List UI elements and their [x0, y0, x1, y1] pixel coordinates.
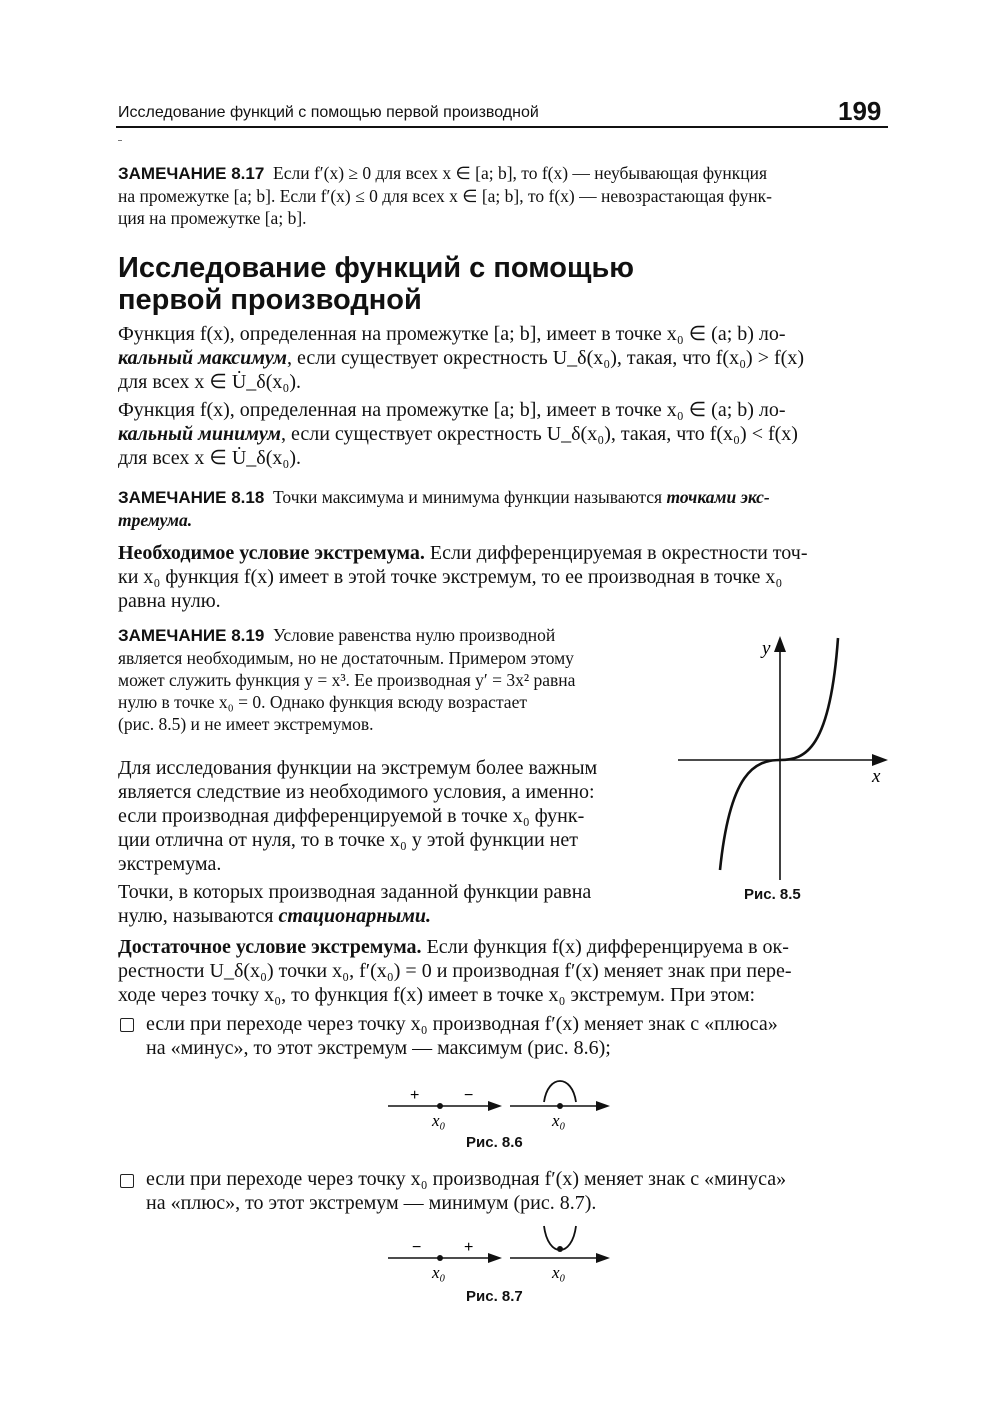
paragraph-line: , если существует окрестность U_δ(x₀), такая, что f(x₀) > f(x)	[287, 347, 804, 369]
point-label: x₀	[552, 1111, 566, 1130]
section-title-line: первой производной	[118, 284, 422, 316]
paragraph-line: является следствие из необходимого условия, а именно:	[118, 781, 595, 803]
note-label: ЗАМЕЧАНИЕ 8.18	[118, 488, 265, 507]
header-mark	[118, 140, 122, 141]
function-line-arrow	[596, 1101, 610, 1111]
paragraph-line: ки x₀ функция f(x) имеет в этой точке экстремум, то ее производная в точке x₀	[118, 566, 783, 588]
paragraph-necessary-condition	[118, 541, 908, 613]
bullet-minimum	[146, 1167, 906, 1215]
paragraph-line: Для исследования функции на экстремум более важным	[118, 757, 598, 779]
running-header-title: Исследование функций с помощью первой производной	[118, 104, 539, 121]
header-rule	[116, 126, 888, 128]
section-title-line: Исследование функций с помощью	[118, 252, 635, 284]
necessary-condition-label: Необходимое условие экстремума.	[118, 542, 425, 564]
right-sign: −	[464, 1087, 474, 1104]
bullet-maximum	[146, 1012, 906, 1060]
note-text-line: Условие равенства нулю производной	[273, 625, 556, 645]
paragraph-line: Если дифференцируемая в окрестности точ-	[429, 542, 808, 564]
paragraph-local-minimum	[118, 398, 908, 470]
term-local-minimum: кальный минимум	[118, 423, 281, 445]
paragraph-line: ходе через точку x₀, то функция f(x) имеет в точке x₀ экстремум. При этом:	[118, 984, 756, 1006]
note-text-line: Если f′(x) ≥ 0 для всех x ∈ [a; b], то f(x) — неубывающая функция	[273, 163, 768, 183]
term-extremum-points-cont: тремума.	[118, 510, 193, 530]
note-8-19	[118, 624, 663, 735]
paragraph-stationary	[118, 880, 678, 928]
figure-8-5-caption: Рис. 8.5	[744, 886, 801, 903]
paragraph-line: равна нулю.	[118, 590, 221, 612]
note-text-line: на промежутке [a; b]. Если f′(x) ≤ 0 для всех x ∈ [a; b], то f(x) — невозрастающая функ-	[118, 186, 772, 206]
right-sign: +	[464, 1239, 474, 1256]
note-text-line: (рис. 8.5) и не имеет экстремумов.	[118, 714, 374, 734]
sufficient-condition-label: Достаточное условие экстремума.	[118, 936, 422, 958]
function-line-arrow	[596, 1253, 610, 1263]
x-axis-arrow	[872, 754, 888, 766]
y-axis-arrow	[774, 636, 786, 652]
page-number: 199	[838, 96, 882, 126]
figure-8-5-graph	[670, 632, 900, 882]
figure-8-7-diagram	[380, 1222, 620, 1284]
left-sign: −	[412, 1239, 422, 1256]
paragraph-line: Если функция f(x) дифференцируема в ок-	[426, 936, 789, 958]
note-text-line: может служить функция y = x³. Ее производная y′ = 3x² равна	[118, 670, 576, 690]
note-text-line: ция на промежутке [a; b].	[118, 208, 307, 228]
section-title	[118, 252, 818, 316]
sign-line-arrow	[488, 1101, 502, 1111]
paragraph-line: если производная дифференцируемой в точке x₀ функ-	[118, 805, 585, 827]
paragraph-local-maximum	[118, 322, 908, 394]
note-text-line: нулю в точке x₀ = 0. Однако функция всюду возрастает	[118, 692, 527, 712]
paragraph-line: ции отлична от нуля, то в точке x₀ у этой функции нет	[118, 829, 578, 851]
note-text-line: Точки максимума и минимума функции называются	[273, 487, 663, 507]
bullet-line: на «плюс», то этот экстремум — минимум (рис. 8.7).	[146, 1192, 597, 1214]
term-extremum-points: точками экс-	[666, 487, 770, 507]
extremum-point	[557, 1103, 563, 1109]
sign-line-arrow	[488, 1253, 502, 1263]
bullet-line: если при переходе через точку x₀ производная f′(x) меняет знак с «плюса»	[146, 1013, 778, 1035]
bullet-line: если при переходе через точку x₀ производная f′(x) меняет знак с «минуса»	[146, 1168, 787, 1190]
point-label: x₀	[432, 1263, 446, 1282]
paragraph-line: для всех x ∈ U̇_δ(x₀).	[118, 447, 301, 469]
paragraph-line: рестности U_δ(x₀) точки x₀, f′(x₀) = 0 и производная f′(x) меняет знак при пере-	[118, 960, 792, 982]
figure-8-6-diagram	[380, 1068, 620, 1130]
note-8-18	[118, 486, 898, 531]
paragraph-line: для всех x ∈ U̇_δ(x₀).	[118, 371, 301, 393]
figure-8-7-caption: Рис. 8.7	[466, 1288, 523, 1305]
point-label: x₀	[432, 1111, 446, 1130]
maximum-arc	[544, 1081, 576, 1102]
paragraph-line: , если существует окрестность U_δ(x₀), такая, что f(x₀) < f(x)	[280, 423, 798, 445]
note-label: ЗАМЕЧАНИЕ 8.19	[118, 626, 265, 645]
term-local-maximum: кальный максимум	[118, 347, 288, 369]
bullet-box-icon	[120, 1174, 134, 1188]
term-stationary: стационарными.	[278, 905, 432, 927]
bullet-box-icon	[120, 1018, 134, 1032]
critical-point	[437, 1255, 443, 1261]
paragraph-line: Точки, в которых производная заданной функции равна	[118, 881, 592, 903]
note-label: ЗАМЕЧАНИЕ 8.17	[118, 164, 265, 183]
y-axis-label: y	[762, 638, 771, 659]
note-text-line: является необходимым, но не достаточным. Примером этому	[118, 648, 574, 668]
figure-8-6-caption: Рис. 8.6	[466, 1134, 523, 1151]
paragraph-line: нулю, называются	[118, 905, 274, 927]
point-label: x₀	[552, 1263, 566, 1282]
paragraph-line: Функция f(x), определенная на промежутке [a; b], имеет в точке x₀ ∈ (a; b) ло-	[118, 399, 786, 421]
left-sign: +	[410, 1087, 420, 1104]
paragraph-line: экстремума.	[118, 853, 222, 875]
bullet-line: на «минус», то этот экстремум — максимум (рис. 8.6);	[146, 1037, 611, 1059]
x-axis-label: x	[872, 766, 881, 787]
note-8-17	[118, 162, 898, 229]
paragraph-line: Функция f(x), определенная на промежутке [a; b], имеет в точке x₀ ∈ (a; b) ло-	[118, 323, 786, 345]
critical-point	[437, 1103, 443, 1109]
paragraph-corollary	[118, 756, 663, 876]
cubic-curve	[720, 638, 838, 870]
extremum-point	[557, 1246, 563, 1252]
paragraph-sufficient-condition	[118, 935, 908, 1007]
